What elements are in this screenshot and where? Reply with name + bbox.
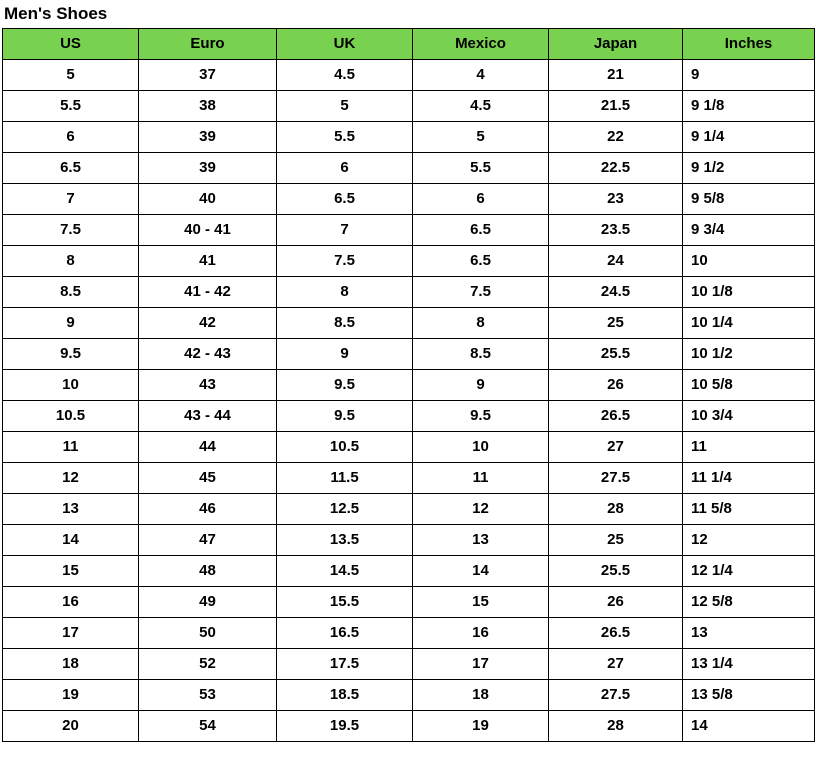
cell-euro: 42 - 43 xyxy=(139,339,277,370)
column-header-mexico: Mexico xyxy=(413,29,549,60)
cell-euro: 52 xyxy=(139,649,277,680)
cell-mexico: 18 xyxy=(413,680,549,711)
cell-inches: 12 xyxy=(683,525,815,556)
cell-mexico: 5 xyxy=(413,122,549,153)
cell-inches: 10 1/8 xyxy=(683,277,815,308)
column-header-euro: Euro xyxy=(139,29,277,60)
cell-mexico: 9 xyxy=(413,370,549,401)
cell-inches: 13 1/4 xyxy=(683,649,815,680)
table-row xyxy=(3,587,815,618)
cell-mexico: 5.5 xyxy=(413,153,549,184)
cell-japan: 21.5 xyxy=(549,91,683,122)
cell-japan: 28 xyxy=(549,494,683,525)
cell-euro: 47 xyxy=(139,525,277,556)
cell-mexico: 17 xyxy=(413,649,549,680)
cell-euro: 49 xyxy=(139,587,277,618)
table-row xyxy=(3,432,815,463)
cell-japan: 21 xyxy=(549,60,683,91)
table-row xyxy=(3,494,815,525)
cell-inches: 13 xyxy=(683,618,815,649)
table-row xyxy=(3,246,815,277)
cell-us: 13 xyxy=(3,494,139,525)
cell-uk: 19.5 xyxy=(277,711,413,742)
table-row xyxy=(3,60,815,91)
cell-mexico: 13 xyxy=(413,525,549,556)
cell-uk: 7.5 xyxy=(277,246,413,277)
cell-inches: 9 1/2 xyxy=(683,153,815,184)
cell-inches: 10 xyxy=(683,246,815,277)
cell-us: 19 xyxy=(3,680,139,711)
table-row xyxy=(3,339,815,370)
cell-mexico: 19 xyxy=(413,711,549,742)
cell-euro: 46 xyxy=(139,494,277,525)
table-row xyxy=(3,184,815,215)
cell-euro: 41 - 42 xyxy=(139,277,277,308)
cell-uk: 16.5 xyxy=(277,618,413,649)
table-header xyxy=(3,29,815,60)
table-row xyxy=(3,649,815,680)
cell-uk: 5 xyxy=(277,91,413,122)
cell-euro: 53 xyxy=(139,680,277,711)
cell-mexico: 15 xyxy=(413,587,549,618)
table-body xyxy=(3,60,815,742)
cell-inches: 14 xyxy=(683,711,815,742)
cell-us: 15 xyxy=(3,556,139,587)
cell-uk: 6 xyxy=(277,153,413,184)
cell-euro: 44 xyxy=(139,432,277,463)
cell-uk: 5.5 xyxy=(277,122,413,153)
cell-mexico: 11 xyxy=(413,463,549,494)
table-row xyxy=(3,556,815,587)
table-row xyxy=(3,122,815,153)
cell-us: 5 xyxy=(3,60,139,91)
cell-uk: 11.5 xyxy=(277,463,413,494)
cell-inches: 9 xyxy=(683,60,815,91)
cell-uk: 6.5 xyxy=(277,184,413,215)
cell-euro: 37 xyxy=(139,60,277,91)
cell-uk: 18.5 xyxy=(277,680,413,711)
cell-uk: 8.5 xyxy=(277,308,413,339)
table-row xyxy=(3,525,815,556)
cell-japan: 27.5 xyxy=(549,463,683,494)
cell-euro: 45 xyxy=(139,463,277,494)
cell-mexico: 7.5 xyxy=(413,277,549,308)
cell-us: 12 xyxy=(3,463,139,494)
table-row xyxy=(3,401,815,432)
cell-us: 10 xyxy=(3,370,139,401)
cell-japan: 23 xyxy=(549,184,683,215)
cell-mexico: 16 xyxy=(413,618,549,649)
cell-uk: 9.5 xyxy=(277,370,413,401)
cell-uk: 8 xyxy=(277,277,413,308)
cell-uk: 17.5 xyxy=(277,649,413,680)
cell-japan: 23.5 xyxy=(549,215,683,246)
cell-us: 6.5 xyxy=(3,153,139,184)
cell-inches: 13 5/8 xyxy=(683,680,815,711)
cell-mexico: 10 xyxy=(413,432,549,463)
cell-japan: 27.5 xyxy=(549,680,683,711)
cell-inches: 11 1/4 xyxy=(683,463,815,494)
cell-uk: 9 xyxy=(277,339,413,370)
cell-japan: 28 xyxy=(549,711,683,742)
table-row xyxy=(3,711,815,742)
cell-uk: 7 xyxy=(277,215,413,246)
cell-us: 10.5 xyxy=(3,401,139,432)
cell-mexico: 8 xyxy=(413,308,549,339)
cell-uk: 10.5 xyxy=(277,432,413,463)
cell-us: 18 xyxy=(3,649,139,680)
cell-inches: 10 1/4 xyxy=(683,308,815,339)
cell-japan: 24.5 xyxy=(549,277,683,308)
cell-mexico: 6.5 xyxy=(413,215,549,246)
cell-uk: 14.5 xyxy=(277,556,413,587)
cell-mexico: 8.5 xyxy=(413,339,549,370)
cell-euro: 43 xyxy=(139,370,277,401)
cell-us: 5.5 xyxy=(3,91,139,122)
cell-inches: 9 5/8 xyxy=(683,184,815,215)
cell-inches: 12 5/8 xyxy=(683,587,815,618)
cell-inches: 10 3/4 xyxy=(683,401,815,432)
cell-inches: 11 xyxy=(683,432,815,463)
cell-uk: 4.5 xyxy=(277,60,413,91)
cell-japan: 26 xyxy=(549,370,683,401)
cell-us: 8.5 xyxy=(3,277,139,308)
cell-mexico: 12 xyxy=(413,494,549,525)
cell-inches: 9 1/8 xyxy=(683,91,815,122)
cell-us: 16 xyxy=(3,587,139,618)
cell-japan: 27 xyxy=(549,649,683,680)
cell-us: 11 xyxy=(3,432,139,463)
cell-us: 17 xyxy=(3,618,139,649)
cell-inches: 12 1/4 xyxy=(683,556,815,587)
cell-us: 9.5 xyxy=(3,339,139,370)
cell-euro: 39 xyxy=(139,153,277,184)
column-header-us: US xyxy=(3,29,139,60)
cell-us: 7 xyxy=(3,184,139,215)
page-title: Men's Shoes xyxy=(4,4,108,23)
cell-inches: 10 1/2 xyxy=(683,339,815,370)
table-row xyxy=(3,153,815,184)
table-row xyxy=(3,463,815,494)
cell-euro: 54 xyxy=(139,711,277,742)
cell-inches: 11 5/8 xyxy=(683,494,815,525)
cell-japan: 25 xyxy=(549,308,683,339)
cell-japan: 26 xyxy=(549,587,683,618)
column-header-japan: Japan xyxy=(549,29,683,60)
table-row xyxy=(3,370,815,401)
table-row xyxy=(3,308,815,339)
table-row xyxy=(3,91,815,122)
cell-us: 20 xyxy=(3,711,139,742)
cell-euro: 48 xyxy=(139,556,277,587)
cell-japan: 26.5 xyxy=(549,618,683,649)
cell-japan: 27 xyxy=(549,432,683,463)
cell-japan: 22.5 xyxy=(549,153,683,184)
table-row xyxy=(3,680,815,711)
cell-japan: 26.5 xyxy=(549,401,683,432)
cell-inches: 10 5/8 xyxy=(683,370,815,401)
cell-euro: 42 xyxy=(139,308,277,339)
cell-japan: 22 xyxy=(549,122,683,153)
table-row xyxy=(3,277,815,308)
cell-us: 9 xyxy=(3,308,139,339)
cell-mexico: 4 xyxy=(413,60,549,91)
table-row xyxy=(3,618,815,649)
cell-inches: 9 3/4 xyxy=(683,215,815,246)
cell-mexico: 14 xyxy=(413,556,549,587)
cell-euro: 50 xyxy=(139,618,277,649)
cell-uk: 12.5 xyxy=(277,494,413,525)
cell-mexico: 9.5 xyxy=(413,401,549,432)
cell-euro: 38 xyxy=(139,91,277,122)
table-row xyxy=(3,215,815,246)
cell-inches: 9 1/4 xyxy=(683,122,815,153)
cell-japan: 25.5 xyxy=(549,339,683,370)
cell-euro: 43 - 44 xyxy=(139,401,277,432)
cell-mexico: 6.5 xyxy=(413,246,549,277)
cell-japan: 25 xyxy=(549,525,683,556)
cell-uk: 13.5 xyxy=(277,525,413,556)
cell-mexico: 4.5 xyxy=(413,91,549,122)
cell-euro: 40 xyxy=(139,184,277,215)
cell-uk: 9.5 xyxy=(277,401,413,432)
shoe-size-table xyxy=(2,28,815,742)
column-header-uk: UK xyxy=(277,29,413,60)
column-header-inches: Inches xyxy=(683,29,815,60)
table-header-row xyxy=(3,29,815,60)
cell-us: 7.5 xyxy=(3,215,139,246)
cell-uk: 15.5 xyxy=(277,587,413,618)
cell-japan: 25.5 xyxy=(549,556,683,587)
cell-us: 8 xyxy=(3,246,139,277)
cell-euro: 41 xyxy=(139,246,277,277)
cell-japan: 24 xyxy=(549,246,683,277)
cell-euro: 39 xyxy=(139,122,277,153)
cell-euro: 40 - 41 xyxy=(139,215,277,246)
cell-mexico: 6 xyxy=(413,184,549,215)
cell-us: 14 xyxy=(3,525,139,556)
cell-us: 6 xyxy=(3,122,139,153)
